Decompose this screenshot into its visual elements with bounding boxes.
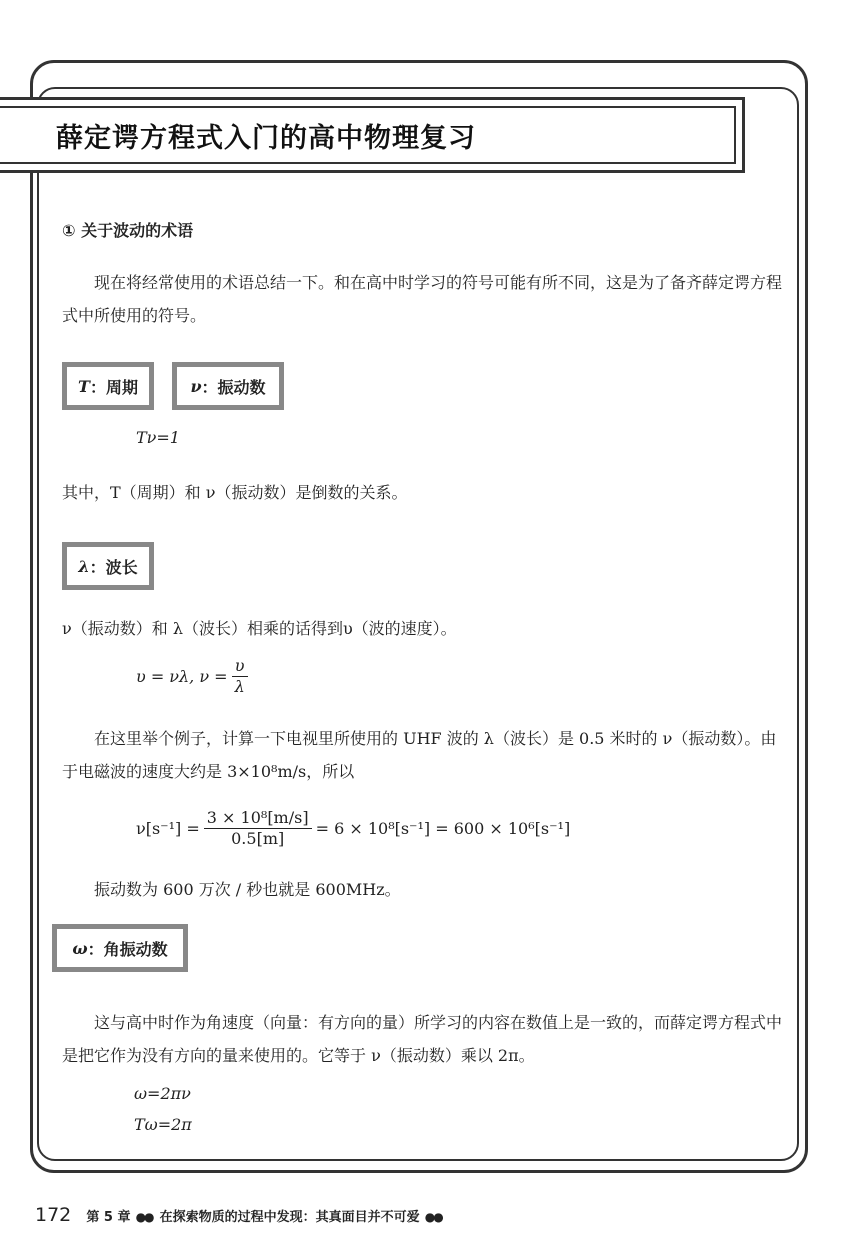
page-title: 薛定谔方程式入门的高中物理复习 [56, 123, 476, 154]
footer-dots-left: ●● [135, 1210, 153, 1224]
period-label: ：周期 [89, 377, 138, 397]
calc-fraction [204, 808, 312, 849]
fraction-denominator: λ [234, 677, 245, 696]
page-footer [35, 1204, 442, 1226]
tag-wavelength [62, 542, 154, 590]
page-number: 172 [35, 1204, 72, 1226]
footer-dots-right: ●● [424, 1210, 442, 1224]
angular-text: 这与高中时作为角速度（向量：有方向的量）所学习的内容在数值上是一致的，而薛定谔方程式中是把它作为没有方向的量来使用的。它等于 ν（振动数）乘以 2π。 [62, 1013, 783, 1065]
calc-right: = 6 × 10⁸[s⁻¹] = 600 × 10⁶[s⁻¹] [315, 819, 571, 838]
chapter-title: 在探索物质的过程中发现：其真面目并不可爱 [159, 1210, 420, 1225]
product-text: ν（振动数）和 λ（波长）相乘的话得到υ（波的速度）。 [62, 619, 457, 638]
period-symbol: T [78, 376, 90, 396]
angular-symbol: ω [72, 938, 88, 958]
tag-period [62, 362, 154, 410]
formula-velocity [136, 656, 252, 697]
example-text: 在这里举个例子，计算一下电视里所使用的 UHF 波的 λ（波长）是 0.5 米时的 ν（振动数）。由于电磁波的速度大约是 3×10⁸m/s，所以 [62, 729, 777, 781]
formula-t-omega: Tω=2π [134, 1115, 192, 1134]
frequency-symbol: ν [190, 376, 202, 396]
frequency-label: ：振动数 [201, 377, 266, 397]
intro-paragraph: 现在将经常使用的术语总结一下。和在高中时学习的符号可能有所不同，这是为了备齐薛定谔方程式中所使用的符号。 [62, 273, 783, 325]
result-text: 振动数为 600 万次 / 秒也就是 600MHz。 [94, 880, 401, 899]
formula-calculation [136, 808, 570, 849]
calc-left: ν[s⁻¹] = [136, 819, 200, 838]
angular-label: ：角振动数 [87, 939, 168, 959]
formula-tv: Tν=1 [136, 428, 180, 447]
tag-angular [52, 924, 188, 972]
formula-velocity-left: υ = νλ, ν = [136, 667, 228, 686]
tag-frequency [172, 362, 284, 410]
chapter-number: 第 5 章 [86, 1210, 131, 1225]
section-heading: ① 关于波动的术语 [62, 221, 194, 240]
calc-denominator: 0.5[m] [231, 829, 285, 848]
calc-numerator: 3 × 10⁸[m/s] [204, 808, 312, 829]
formula-omega: ω=2πν [134, 1084, 191, 1103]
wavelength-symbol: λ [78, 556, 90, 576]
wavelength-label: ：波长 [89, 557, 138, 577]
formula-velocity-fraction [232, 656, 248, 697]
reciprocal-text: 其中，T（周期）和 ν（振动数）是倒数的关系。 [62, 483, 408, 502]
fraction-numerator: υ [232, 656, 248, 677]
